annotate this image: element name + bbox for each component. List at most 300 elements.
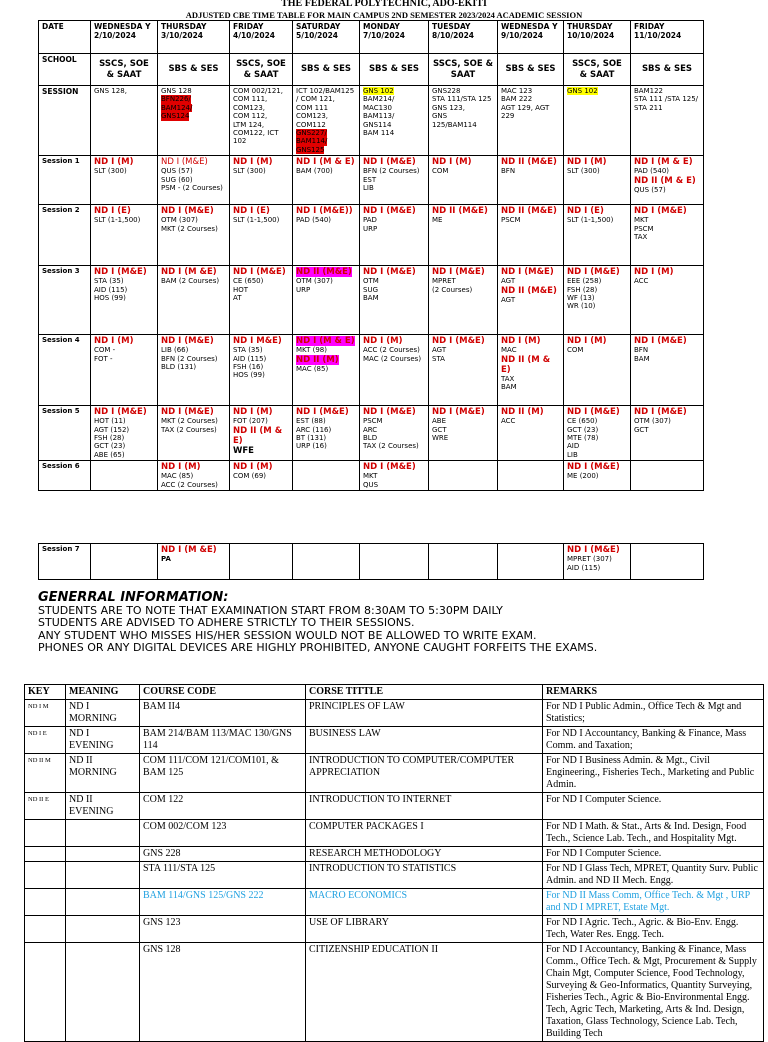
nd-group-label: ND I (M) [233,407,273,418]
session-slot-cell [429,544,498,580]
session-slot-cell [91,406,158,461]
session-courses-cell [230,86,293,156]
dept-line: OTM (307) [634,417,671,426]
dept-line: ME (200) [567,472,599,481]
dept-line: MAC (2 Courses) [363,354,422,363]
course-title-cell: INTRODUCTION TO COMPUTER/COMPUTER APPRECIATION [306,754,543,793]
session-slot-cell [631,461,704,491]
nd-group-label: ND II (M & E) [634,175,696,186]
nd-group-label: ND I (M & E) [296,157,355,168]
course-title-cell: PRINCIPLES OF LAW [306,700,543,727]
dept-line: HOT (11) [94,417,126,426]
dept-line: OTM (307) [296,277,333,286]
nd-group-label: ND I (M&E) [567,267,620,278]
session-slot-cell [498,335,564,406]
dept-line: MPRET [432,277,456,286]
dept-line: EST (88) [296,417,326,426]
session-slot-cell [293,266,360,335]
nd-group-label: ND I (E) [94,206,131,217]
course-code-cell: GNS 228 [140,847,306,862]
dept-line: PSCM [634,224,654,233]
dept-line: ARC [363,425,378,434]
dept-line: SLT (1-1,500) [233,216,280,225]
day-name: FRIDAY [233,22,264,31]
day-date: 11/10/2024 [634,31,682,40]
session-courses-cell [293,86,360,156]
course-line: STA 111/STA 125 [432,95,492,104]
session-slot-cell [429,335,498,406]
session-courses-cell [429,86,498,156]
nd-group-label: ND I (M) [432,157,472,168]
course-line: COM 111, [233,95,268,104]
dept-line: WRE [432,434,449,443]
dept-line: MAC (85) [296,364,329,373]
school-label-cell: SCHOOL [39,54,91,86]
nd-group-label: ND I (M&E) [432,407,485,418]
dept-line: URP (16) [296,442,327,451]
date-label-cell: DATE [39,21,91,54]
dept-line: BFN [501,167,516,176]
school-cell: SSCS, SOE & SAAT [564,54,631,86]
session-slot-cell [158,205,230,266]
nd-group-label: ND I (M & E) [296,336,355,347]
session-slot-cell [498,205,564,266]
nd-group-label: ND I (M&E) [161,407,214,418]
course-line: BAM214/ [363,95,395,104]
session-7-table [38,543,704,580]
course-line: BAM 114 [363,128,395,137]
course-highlight-red: BAM114/ [296,137,328,146]
dept-line: GCT (23) [567,425,599,434]
session-slot-cell [158,156,230,205]
day-name: MONDAY [363,22,400,31]
dept-line: LIB [363,184,374,193]
dept-line: CE (650) [233,277,264,286]
general-info-line: ANY STUDENT WHO MISSES HIS/HER SESSION WOULD NOT BE ALLOWED TO WRITE EXAM. [38,628,537,642]
course-code-cell: COM 002/COM 123 [140,820,306,847]
key-row [25,754,764,793]
dept-line: GCT (23) [94,442,126,451]
nd-group-label: ND II (M) [501,407,544,418]
nd-group-label: ND I (M&E) [363,462,416,473]
nd-group-label: ND I (M) [363,336,403,347]
session-slot-cell [293,461,360,491]
dept-line: MPRET (307) [567,555,612,564]
nd-group-label: ND I (M & E) [634,157,693,168]
key-meaning-cell [66,916,140,943]
day-name: THURSDAY [161,22,207,31]
session-slot-cell [293,156,360,205]
session-slot-cell [498,266,564,335]
institution-title: THE FEDERAL POLYTECHNIC, ADO-EKITI [281,0,487,9]
session-slot-cell [564,156,631,205]
dept-line: BAM [634,354,650,363]
dept-line: FOT - [94,354,113,363]
nd-group-label: ND I (E) [233,206,270,217]
general-info-line: PHONES OR ANY DIGITAL DEVICES ARE HIGHLY PROHIBITED, ANYONE CAUGHT FORFEITS THE EXAMS. [38,641,598,655]
school-cell: SSCS, SOE & SAAT [230,54,293,86]
dept-line: MAC (85) [161,472,194,481]
nd-group-label: ND I (M&E) [363,407,416,418]
dept-line: PAD (540) [634,167,669,176]
dept-line: TAX [501,375,515,384]
dept-line: MKT [363,472,378,481]
key-header-cell: CORSE TITTLE [306,685,543,700]
session-slot-cell [158,266,230,335]
dept-line: GCT [634,425,649,434]
dept-line: URP [363,224,378,233]
dept-line: SUG (60) [161,175,193,184]
remarks-cell: For ND I Computer Science. [543,793,764,820]
dept-line: MKT (2 Courses) [161,224,218,233]
key-row [25,820,764,847]
session-slot-cell [158,406,230,461]
session-slot-cell [91,544,158,580]
session-slot-cell [429,205,498,266]
day-name: WEDNESDA Y [501,22,558,31]
session-slot-cell [293,335,360,406]
dept-line: WR (10) [567,302,596,311]
course-highlight-red: GNS125 [296,145,325,154]
course-line: COM112 [296,120,326,129]
session-slot-cell [564,205,631,266]
course-line: BAM113/ [363,112,395,121]
session-slot-cell [631,266,704,335]
key-row [25,943,764,1042]
session-row-label: Session 2 [39,205,91,266]
dept-line: QUS (57) [161,167,193,176]
dept-line: ACC [501,417,516,426]
key-meaning-cell [66,943,140,1042]
course-highlight-red: BFN226/ [161,95,191,104]
day-date: 9/10/2024 [501,31,544,40]
nd-group-label: ND I (M) [501,336,541,347]
dept-line: ACC (2 Courses) [363,346,420,355]
course-code-cell: COM 111/COM 121/COM101, & BAM 125 [140,754,306,793]
dept-line: AID [567,442,580,451]
session-slot-cell [230,461,293,491]
dept-line: BT (131) [296,434,327,443]
nd-group-label: ND I (M&E) [432,336,485,347]
day-date: 2/10/2024 [94,31,137,40]
dept-line: COM - [94,346,116,355]
course-line: GNS 125/BAM114 [432,112,477,129]
dept-line: LIB [567,450,578,459]
dept-line: FSH (28) [567,285,598,294]
session-slot-cell [564,335,631,406]
nd-group-label: ND I (M&E) [233,267,286,278]
day-header-cell [91,21,158,54]
dept-line: COM (69) [233,472,267,481]
dept-line: PSCM [501,216,521,225]
course-code-cell: GNS 128 [140,943,306,1042]
day-name: FRIDAY [634,22,665,31]
session-courses-cell [360,86,429,156]
course-line: GNS 123, [432,103,465,112]
nd-group-label: ND I (M&E) [161,157,208,168]
key-meaning-cell: ND I MORNING [66,700,140,727]
dept-line: MAC [501,346,517,355]
session-slot-cell [429,266,498,335]
course-line: COM123, [296,112,329,121]
day-name: THURSDAY [567,22,613,31]
session-slot-cell [293,205,360,266]
dept-line: BAM [501,383,517,392]
session-slot-cell [429,406,498,461]
session-label-cell: SESSION [39,86,91,156]
course-highlight-red: BAM124/ [161,103,193,112]
nd-group-label: ND I (M) [233,462,273,473]
dept-line: HOS (99) [94,294,126,303]
school-cell: SSCS, SOE & SAAT [429,54,498,86]
course-title-cell: COMPUTER PACKAGES I [306,820,543,847]
nd-group-label: ND II (M & E) [233,425,283,446]
dept-line: SUG [363,285,378,294]
remarks-cell: For ND I Business Admin. & Mgt., Civil Engineering., Fisheries Tech., Marketing and Public Admin. [543,754,764,793]
course-line: COM 112, [233,112,268,121]
dept-line: BFN (2 Courses) [161,354,218,363]
dept-line: MTE (78) [567,434,599,443]
dept-line: AGT (152) [94,425,130,434]
nd-group-label: ND I (M&E) [296,407,349,418]
day-date: 8/10/2024 [432,31,475,40]
key-row [25,889,764,916]
nd-group-label: ND II (M&E) [501,206,557,217]
nd-group-label: ND I (M&E) [567,462,620,473]
session-slot-cell [91,156,158,205]
course-code-cell: BAM 214/BAM 113/MAC 130/GNS 114 [140,727,306,754]
session-slot-cell [360,461,429,491]
session-slot-cell [498,461,564,491]
timetable-subtitle: ADJUSTED CBE TIME TABLE FOR MAIN CAMPUS 2ND SEMESTER 2023/2024 ACADEMIC SESSION [185,10,583,20]
school-cell: SBS & SES [631,54,704,86]
session-slot-cell [158,544,230,580]
dept-line: FSH (28) [94,434,125,443]
session-slot-cell [564,266,631,335]
key-code-cell [25,943,66,1042]
dept-line: EST [363,175,377,184]
dept-line: BFN (2 Courses) [363,167,420,176]
session-slot-cell [631,406,704,461]
dept-line: ME [432,216,443,225]
dept-line: SLT (1-1,500) [567,216,614,225]
dept-line: AID (115) [567,563,601,572]
session-slot-cell [230,335,293,406]
course-highlight-red: GNS124 [161,112,190,121]
session-slot-cell [158,461,230,491]
course-code-cell: GNS 123 [140,916,306,943]
session-slot-cell [230,156,293,205]
session-slot-cell [564,461,631,491]
course-line: GNS 128 [161,87,192,95]
key-code-cell [25,889,66,916]
day-header-cell [498,21,564,54]
course-title-cell: MACRO ECONOMICS [306,889,543,916]
session-slot-cell [360,335,429,406]
key-table [24,684,764,1042]
course-line: LTM 124, [233,120,265,129]
dept-line: SLT (300) [567,167,600,176]
day-header-cell [360,21,429,54]
nd-group-label: ND I (M&E) [634,336,687,347]
session-courses-cell [564,86,631,156]
session-slot-cell [360,156,429,205]
course-line: GNS 128, [94,87,127,95]
nd-group-label: ND I (M) [161,462,201,473]
course-title-cell: INTRODUCTION TO INTERNET [306,793,543,820]
dept-line: PAD (540) [296,216,331,225]
dept-line: AT [233,294,242,303]
dept-line: (2 Courses) [432,285,473,294]
nd-group-label: ND I (M&E) [432,267,485,278]
course-highlight-yellow: GNS 102 [363,87,394,95]
dept-line: LIB (66) [161,346,189,355]
dept-line: BLD (131) [161,363,197,372]
nd-group-label: ND I (M) [233,157,273,168]
key-code-cell [25,862,66,889]
session-slot-cell [429,461,498,491]
nd-group-label: ND I (M&E)) [296,206,353,217]
general-info-title: GENERRAL INFORMATION: [38,590,229,605]
dept-line: EEE (258) [567,277,602,286]
course-line: COM 111 [296,103,329,112]
session-slot-cell [498,156,564,205]
session-slot-cell [293,544,360,580]
exam-timetable [38,20,704,491]
course-highlight-yellow: GNS 102 [567,87,598,95]
key-code-cell: ND II M [25,754,66,793]
dept-line: SLT (300) [94,167,127,176]
dept-line: TAX (2 Courses) [363,442,419,451]
session-row-label: Session 5 [39,406,91,461]
key-meaning-cell [66,889,140,916]
session-slot-cell [360,266,429,335]
day-header-cell [230,21,293,54]
dept-line: CE (650) [567,417,598,426]
key-code-cell [25,916,66,943]
session-slot-cell [498,544,564,580]
session-slot-cell [158,335,230,406]
dept-line: PA [161,555,171,564]
course-line: AGT 129, AGT 229 [501,103,550,121]
nd-group-label: ND I (M&E) [634,206,687,217]
nd-group-label: ND II (M&E) [432,206,488,217]
key-row [25,700,764,727]
dept-line: BLD [363,434,378,443]
key-code-cell [25,847,66,862]
session-slot-cell [631,335,704,406]
key-meaning-cell: ND II MORNING [66,754,140,793]
remarks-cell: For ND I Math. & Stat., Arts & Ind. Design, Food Tech., Science Lab. Tech., and Hospitality Mgt. [543,820,764,847]
dept-line: BAM (700) [296,167,333,176]
session-slot-cell [360,406,429,461]
remarks-cell: For ND I Accountancy, Banking & Finance, Mass Comm. and Taxation; [543,727,764,754]
dept-line: COM [567,346,584,355]
remarks-cell: For ND I Computer Science. [543,847,764,862]
remarks-cell: For ND I Glass Tech, MPRET, Quantity Surv. Public Admin. and ND II Mech. Engg. [543,862,764,889]
session-slot-cell [631,205,704,266]
dept-line: PSM - (2 Courses) [161,184,223,193]
nd-group-label: ND I (M&E) [94,407,147,418]
dept-line: BAM (2 Courses) [161,277,220,286]
dept-line: WF (13) [567,294,595,303]
dept-line: BAM [363,294,379,303]
nd-group-label: ND I (M&E) [94,267,147,278]
day-date: 5/10/2024 [296,31,339,40]
nd-group-label: ND I (M&E) [567,545,620,555]
day-name: TUESDAY [432,22,471,31]
school-cell: SSCS, SOE & SAAT [91,54,158,86]
key-header-cell: REMARKS [543,685,764,700]
dept-line: AGT [432,346,447,355]
nd-group-label: ND I (M&E) [161,336,214,347]
day-header-cell [293,21,360,54]
day-date: 3/10/2024 [161,31,204,40]
session-courses-cell [498,86,564,156]
dept-line: QUS [363,480,379,489]
course-title-cell: BUSINESS LAW [306,727,543,754]
session-courses-cell [91,86,158,156]
key-row [25,916,764,943]
nd-group-label: ND I (M) [567,336,607,347]
nd-group-label: ND I (M) [634,267,674,278]
session-row-label: Session 4 [39,335,91,406]
dept-line: STA [432,354,445,363]
session-slot-cell [631,544,704,580]
session-slot-cell [293,406,360,461]
key-meaning-cell: ND II EVENING [66,793,140,820]
dept-line: FSH (16) [233,363,264,372]
nd-group-label: ND I (M&E) [634,407,687,418]
course-line: COM 002/121, [233,87,283,95]
nd-group-label: ND I (M) [94,336,134,347]
session-slot-cell [360,544,429,580]
session-slot-cell [498,406,564,461]
nd-group-label: ND I M&E) [233,336,282,347]
nd-group-label: ND I (M&E) [363,267,416,278]
day-name: SATURDAY [296,22,341,31]
nd-group-label: ND I (M &E) [161,267,217,278]
dept-line: MKT [634,216,649,225]
session-courses-cell [158,86,230,156]
course-line: GNS228 [432,87,461,95]
dept-line: QUS (57) [634,185,666,194]
nd-group-label: ND II (M) [296,354,339,365]
dept-line: MKT (2 Courses) [161,417,218,426]
remarks-cell: For ND II Mass Comm, Office Tech. & Mgt , URP and ND I MPRET, Estate Mgt. [543,889,764,916]
dept-line: URP [296,285,311,294]
dept-line: SLT (1-1,500) [94,216,141,225]
key-meaning-cell: ND I EVENING [66,727,140,754]
day-date: 7/10/2024 [363,31,406,40]
general-info-line: STUDENTS ARE TO NOTE THAT EXAMINATION START FROM 8:30AM TO 5:30PM DAILY [38,603,503,617]
key-header-cell: MEANING [66,685,140,700]
key-code-cell: ND I M [25,700,66,727]
course-code-cell: BAM II4 [140,700,306,727]
dept-line: ABE (65) [94,450,125,459]
remarks-cell: For ND I Public Admin., Office Tech & Mgt and Statistics; [543,700,764,727]
dept-line: MKT (98) [296,346,327,355]
key-row [25,793,764,820]
dept-line: GCT [432,425,447,434]
dept-line: WFE [233,446,254,457]
session-slot-cell [230,205,293,266]
dept-line: STA (35) [94,277,124,286]
key-header-cell: COURSE CODE [140,685,306,700]
dept-line: AGT [501,295,516,304]
course-title-cell: RESEARCH METHODOLOGY [306,847,543,862]
nd-group-label: ND I (M&E) [363,206,416,217]
